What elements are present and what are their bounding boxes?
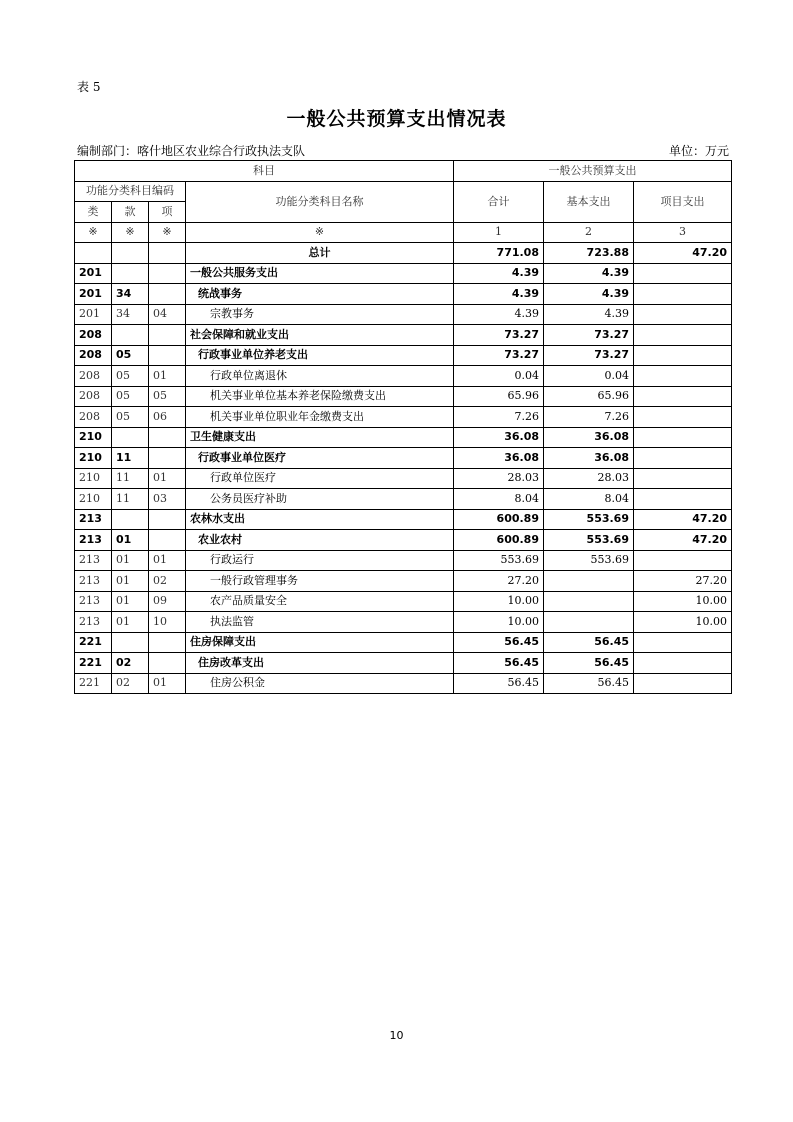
code-xiang-cell xyxy=(149,345,186,366)
code-kuan-cell: 05 xyxy=(112,407,149,428)
code-lei-cell: 210 xyxy=(75,489,112,510)
table-row xyxy=(75,509,732,530)
project-cell: 10.00 xyxy=(634,612,732,633)
table-row xyxy=(75,407,732,428)
code-kuan-cell: 01 xyxy=(112,612,149,633)
total-cell: 65.96 xyxy=(454,386,544,407)
total-cell: 10.00 xyxy=(454,591,544,612)
table-row xyxy=(75,530,732,551)
budget-group-header: 一般公共预算支出 xyxy=(454,161,732,182)
project-cell xyxy=(634,263,732,284)
code-xiang-cell: 03 xyxy=(149,489,186,510)
code-lei-cell: 210 xyxy=(75,468,112,489)
code-xiang-cell: 09 xyxy=(149,591,186,612)
code-kuan-cell: 34 xyxy=(112,304,149,325)
basic-cell: 28.03 xyxy=(544,468,634,489)
item-name-cell: 执法监管 xyxy=(186,612,454,633)
col-index-3: 3 xyxy=(634,222,732,243)
table-row xyxy=(75,427,732,448)
project-cell xyxy=(634,407,732,428)
code-xiang-cell: 02 xyxy=(149,571,186,592)
project-cell xyxy=(634,632,732,653)
item-name-cell: 总计 xyxy=(186,243,454,264)
item-name-cell: 一般公共服务支出 xyxy=(186,263,454,284)
code-lei-cell: 208 xyxy=(75,345,112,366)
code-lei-cell: 213 xyxy=(75,509,112,530)
code-kuan-cell: 02 xyxy=(112,653,149,674)
code-kuan-cell: 11 xyxy=(112,468,149,489)
table-row xyxy=(75,489,732,510)
item-name-cell: 农产品质量安全 xyxy=(186,591,454,612)
table-row xyxy=(75,612,732,633)
code-lei-cell: 201 xyxy=(75,284,112,305)
table-row xyxy=(75,448,732,469)
code-lei-cell: 213 xyxy=(75,530,112,551)
item-name-cell: 住房公积金 xyxy=(186,673,454,694)
unit-label: 单位：万元 xyxy=(668,144,729,158)
table-row xyxy=(75,591,732,612)
table-row xyxy=(75,468,732,489)
code-kuan-cell xyxy=(112,325,149,346)
code-xiang-cell: 01 xyxy=(149,468,186,489)
code-xiang-cell xyxy=(149,284,186,305)
mark-lei: ※ xyxy=(75,222,112,243)
header-row-2 xyxy=(75,181,732,202)
total-cell: 4.39 xyxy=(454,304,544,325)
item-name-cell: 社会保障和就业支出 xyxy=(186,325,454,346)
code-kuan-cell xyxy=(112,632,149,653)
project-cell xyxy=(634,345,732,366)
table-row xyxy=(75,304,732,325)
project-cell: 47.20 xyxy=(634,509,732,530)
code-kuan-cell: 02 xyxy=(112,673,149,694)
total-cell: 56.45 xyxy=(454,632,544,653)
code-xiang-cell: 01 xyxy=(149,550,186,571)
xiang-header: 项 xyxy=(149,202,186,223)
item-name-cell: 行政事业单位养老支出 xyxy=(186,345,454,366)
code-group-header: 功能分类科目编码 xyxy=(75,181,186,202)
name-header: 功能分类科目名称 xyxy=(186,181,454,222)
code-lei-cell xyxy=(75,243,112,264)
header-row-4 xyxy=(75,222,732,243)
total-cell: 8.04 xyxy=(454,489,544,510)
code-lei-cell: 201 xyxy=(75,263,112,284)
header-row-1 xyxy=(75,161,732,182)
code-kuan-cell: 05 xyxy=(112,386,149,407)
code-lei-cell: 221 xyxy=(75,673,112,694)
project-cell xyxy=(634,673,732,694)
basic-cell: 553.69 xyxy=(544,550,634,571)
item-name-cell: 统战事务 xyxy=(186,284,454,305)
code-xiang-cell: 01 xyxy=(149,366,186,387)
table-row xyxy=(75,653,732,674)
code-kuan-cell: 01 xyxy=(112,530,149,551)
basic-cell: 553.69 xyxy=(544,530,634,551)
item-name-cell: 行政运行 xyxy=(186,550,454,571)
col-index-1: 1 xyxy=(454,222,544,243)
project-header: 项目支出 xyxy=(634,181,732,222)
code-lei-cell: 208 xyxy=(75,386,112,407)
project-cell xyxy=(634,550,732,571)
item-name-cell: 行政事业单位医疗 xyxy=(186,448,454,469)
project-cell xyxy=(634,427,732,448)
total-cell: 36.08 xyxy=(454,448,544,469)
code-xiang-cell: 01 xyxy=(149,673,186,694)
basic-cell: 73.27 xyxy=(544,345,634,366)
project-cell: 47.20 xyxy=(634,530,732,551)
code-xiang-cell xyxy=(149,632,186,653)
item-name-cell: 机关事业单位基本养老保险缴费支出 xyxy=(186,386,454,407)
table-row xyxy=(75,345,732,366)
item-name-cell: 农林水支出 xyxy=(186,509,454,530)
item-name-cell: 住房改革支出 xyxy=(186,653,454,674)
table-row xyxy=(75,284,732,305)
project-cell: 10.00 xyxy=(634,591,732,612)
code-lei-cell: 221 xyxy=(75,653,112,674)
basic-cell: 4.39 xyxy=(544,284,634,305)
code-kuan-cell: 01 xyxy=(112,571,149,592)
total-cell: 28.03 xyxy=(454,468,544,489)
kuan-header: 款 xyxy=(112,202,149,223)
code-lei-cell: 210 xyxy=(75,427,112,448)
basic-cell: 65.96 xyxy=(544,386,634,407)
page-number: 10 xyxy=(389,1029,404,1042)
total-cell: 56.45 xyxy=(454,653,544,674)
project-cell xyxy=(634,366,732,387)
mark-kuan: ※ xyxy=(112,222,149,243)
code-xiang-cell xyxy=(149,263,186,284)
basic-header: 基本支出 xyxy=(544,181,634,222)
basic-cell: 4.39 xyxy=(544,304,634,325)
table-row xyxy=(75,571,732,592)
code-kuan-cell: 01 xyxy=(112,591,149,612)
code-xiang-cell xyxy=(149,448,186,469)
total-cell: 73.27 xyxy=(454,325,544,346)
code-xiang-cell xyxy=(149,325,186,346)
table-row xyxy=(75,325,732,346)
total-header: 合计 xyxy=(454,181,544,222)
item-name-cell: 一般行政管理事务 xyxy=(186,571,454,592)
basic-cell xyxy=(544,571,634,592)
budget-table xyxy=(74,160,732,694)
code-kuan-cell: 34 xyxy=(112,284,149,305)
code-xiang-cell: 06 xyxy=(149,407,186,428)
code-xiang-cell xyxy=(149,243,186,264)
total-cell: 553.69 xyxy=(454,550,544,571)
total-cell: 7.26 xyxy=(454,407,544,428)
basic-cell: 36.08 xyxy=(544,427,634,448)
code-kuan-cell xyxy=(112,263,149,284)
table-row xyxy=(75,673,732,694)
subject-header: 科目 xyxy=(75,161,454,182)
basic-cell: 7.26 xyxy=(544,407,634,428)
project-cell xyxy=(634,448,732,469)
mark-name: ※ xyxy=(186,222,454,243)
item-name-cell: 机关事业单位职业年金缴费支出 xyxy=(186,407,454,428)
total-cell: 4.39 xyxy=(454,284,544,305)
total-cell: 56.45 xyxy=(454,673,544,694)
item-name-cell: 住房保障支出 xyxy=(186,632,454,653)
basic-cell: 56.45 xyxy=(544,653,634,674)
item-name-cell: 卫生健康支出 xyxy=(186,427,454,448)
total-cell: 0.04 xyxy=(454,366,544,387)
code-lei-cell: 221 xyxy=(75,632,112,653)
project-cell xyxy=(634,325,732,346)
basic-cell: 553.69 xyxy=(544,509,634,530)
table-row xyxy=(75,263,732,284)
table-row xyxy=(75,550,732,571)
code-lei-cell: 213 xyxy=(75,591,112,612)
code-kuan-cell: 01 xyxy=(112,550,149,571)
basic-cell: 8.04 xyxy=(544,489,634,510)
total-cell: 600.89 xyxy=(454,509,544,530)
item-name-cell: 宗教事务 xyxy=(186,304,454,325)
code-kuan-cell xyxy=(112,509,149,530)
code-xiang-cell: 10 xyxy=(149,612,186,633)
department-label: 编制部门：喀什地区农业综合行政执法支队 xyxy=(77,144,306,158)
mark-xiang: ※ xyxy=(149,222,186,243)
item-name-cell: 公务员医疗补助 xyxy=(186,489,454,510)
code-lei-cell: 208 xyxy=(75,366,112,387)
code-xiang-cell: 04 xyxy=(149,304,186,325)
code-xiang-cell xyxy=(149,509,186,530)
code-lei-cell: 201 xyxy=(75,304,112,325)
basic-cell xyxy=(544,591,634,612)
table-row xyxy=(75,366,732,387)
code-lei-cell: 213 xyxy=(75,571,112,592)
basic-cell xyxy=(544,612,634,633)
total-cell: 10.00 xyxy=(454,612,544,633)
table-number: 表 5 xyxy=(77,80,101,94)
code-kuan-cell: 11 xyxy=(112,489,149,510)
project-cell xyxy=(634,304,732,325)
lei-header: 类 xyxy=(75,202,112,223)
code-xiang-cell xyxy=(149,427,186,448)
basic-cell: 73.27 xyxy=(544,325,634,346)
basic-cell: 36.08 xyxy=(544,448,634,469)
code-kuan-cell xyxy=(112,243,149,264)
project-cell xyxy=(634,386,732,407)
project-cell xyxy=(634,489,732,510)
basic-cell: 4.39 xyxy=(544,263,634,284)
code-xiang-cell: 05 xyxy=(149,386,186,407)
code-kuan-cell: 11 xyxy=(112,448,149,469)
code-xiang-cell xyxy=(149,530,186,551)
basic-cell: 0.04 xyxy=(544,366,634,387)
table-row xyxy=(75,386,732,407)
project-cell: 27.20 xyxy=(634,571,732,592)
project-cell xyxy=(634,468,732,489)
basic-cell: 56.45 xyxy=(544,632,634,653)
total-cell: 600.89 xyxy=(454,530,544,551)
item-name-cell: 行政单位医疗 xyxy=(186,468,454,489)
item-name-cell: 农业农村 xyxy=(186,530,454,551)
code-lei-cell: 210 xyxy=(75,448,112,469)
total-cell: 27.20 xyxy=(454,571,544,592)
table-row xyxy=(75,243,732,264)
code-xiang-cell xyxy=(149,653,186,674)
item-name-cell: 行政单位离退休 xyxy=(186,366,454,387)
code-lei-cell: 213 xyxy=(75,612,112,633)
project-cell xyxy=(634,653,732,674)
code-kuan-cell: 05 xyxy=(112,345,149,366)
project-cell: 47.20 xyxy=(634,243,732,264)
basic-cell: 56.45 xyxy=(544,673,634,694)
total-cell: 771.08 xyxy=(454,243,544,264)
table-row xyxy=(75,632,732,653)
total-cell: 36.08 xyxy=(454,427,544,448)
code-kuan-cell: 05 xyxy=(112,366,149,387)
project-cell xyxy=(634,284,732,305)
code-lei-cell: 208 xyxy=(75,407,112,428)
code-lei-cell: 208 xyxy=(75,325,112,346)
total-cell: 4.39 xyxy=(454,263,544,284)
basic-cell: 723.88 xyxy=(544,243,634,264)
total-cell: 73.27 xyxy=(454,345,544,366)
code-kuan-cell xyxy=(112,427,149,448)
page-title: 一般公共预算支出情况表 xyxy=(286,108,507,130)
code-lei-cell: 213 xyxy=(75,550,112,571)
col-index-2: 2 xyxy=(544,222,634,243)
